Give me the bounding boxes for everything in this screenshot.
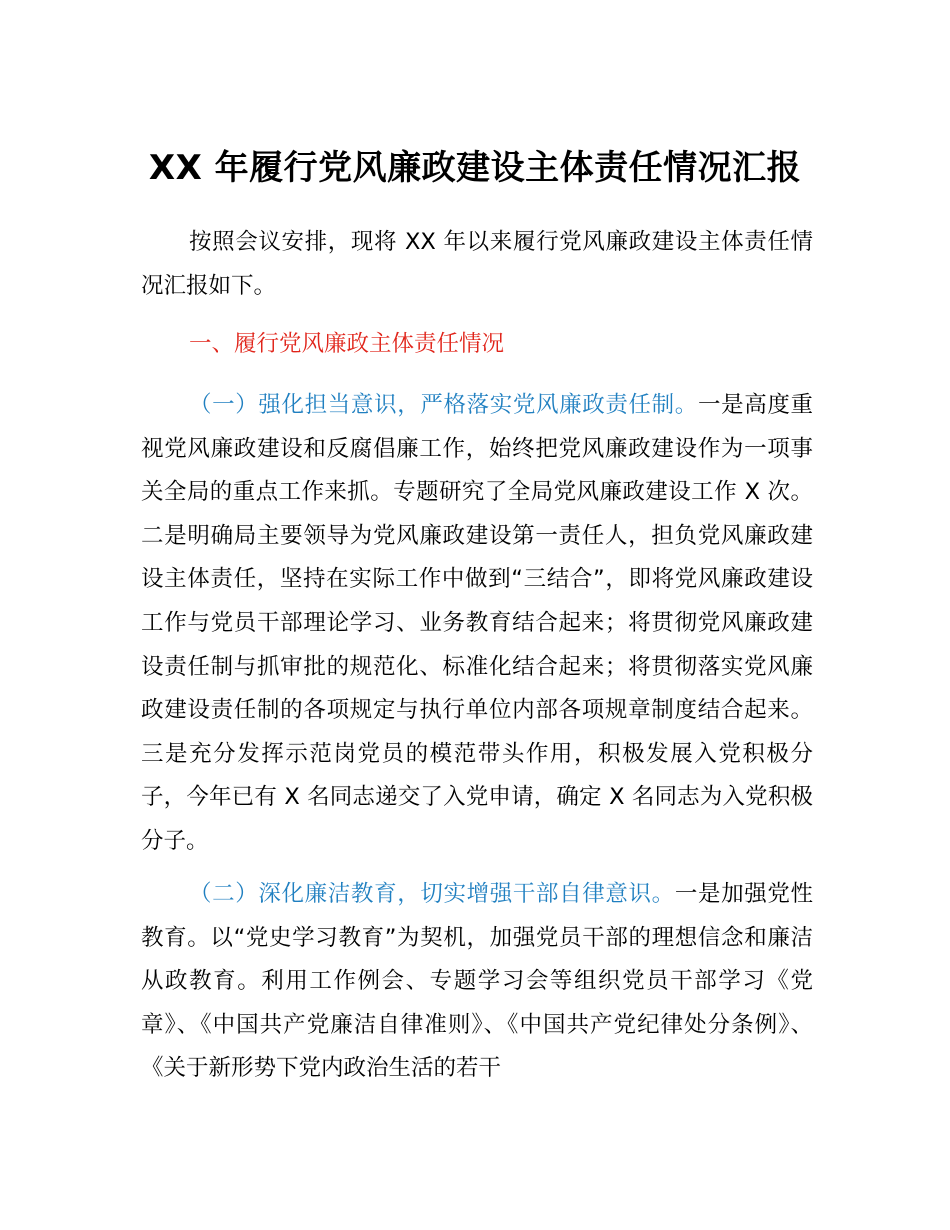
item-heading-2: （二）深化廉洁教育，切实增强干部自律意识。 bbox=[189, 881, 675, 907]
intro-paragraph: 按照会议安排，现将 XX 年以来履行党风廉政建设主体责任情况汇报如下。 bbox=[141, 229, 813, 299]
section-heading: 一、履行党风廉政主体责任情况 bbox=[189, 331, 505, 357]
item-heading-1: （一）强化担当意识，严格落实党风廉政责任制。 bbox=[189, 392, 698, 418]
item-text-2: 一是加强党性教育。以“党史学习教育”为契机，加强党员干部的理想信念和廉洁从政教育。利用工作例会、专题学习会等组织党员干部学习《党章》、《中国共产党廉洁自律准则》、《中国共产党纪律处分条例》、《关于新形势下党内政治生活的若干 bbox=[141, 881, 813, 1082]
item-paragraph-2 bbox=[141, 873, 813, 1091]
item-paragraph-1 bbox=[141, 384, 813, 864]
item-text-1: 一是高度重视党风廉政建设和反腐倡廉工作，始终把党风廉政建设作为一项事关全局的重点工作来抓。专题研究了全局党风廉政建设工作 X 次。二是明确局主要领导为党风廉政建设第一责任人，担负党风廉政建设主体责任，坚持在实际工作中做到“三结合”，即将党风廉政建设工作与党员干部理论学习、业务教育结合起来；将贯彻党风廉政建设责任制与抓审批的规范化、标准化结合起来；将贯彻落实党风廉政建设责任制的各项规定与执行单位内部各项规章制度结合起来。三是充分发挥示范岗党员的模范带头作用，积极发展入党积极分子，今年已有 X 名同志递交了入党申请，确定 X 名同志为入党积极分子。 bbox=[141, 392, 813, 854]
document-title: XX 年履行党风廉政建设主体责任情况汇报 bbox=[148, 148, 802, 188]
